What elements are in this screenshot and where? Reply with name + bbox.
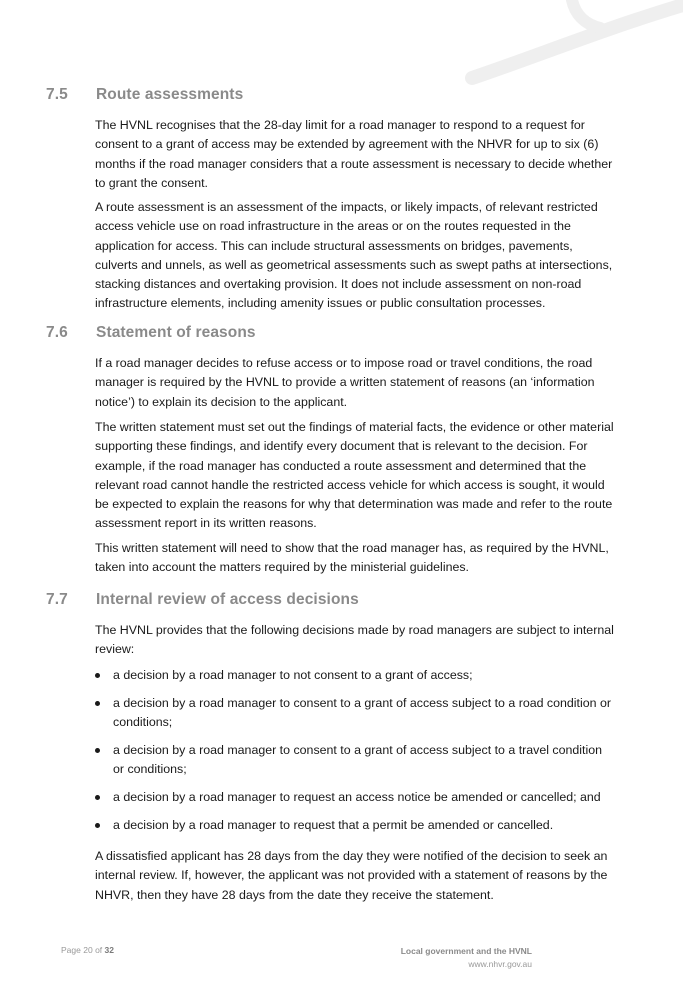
page-number-footer — [61, 945, 114, 955]
bullet-dot-icon — [95, 701, 100, 706]
section-number: 7.5 — [46, 86, 68, 103]
section-number: 7.6 — [46, 324, 68, 341]
paragraph: The written statement must set out the findings of material facts, the evidence or other material supporting these findings, and identify every document that is relevant to the decision. For example, if the road manager has conducted a route assessment and determined that the relevant road cannot handle the restricted access vehicle for which access is sought, it would be expected to explain the reasons for why that determination was made and refer to the route assessment report in its written reasons. — [95, 420, 614, 531]
section-heading — [46, 591, 646, 615]
section-title: Route assessments — [96, 86, 244, 103]
list-item-text: a decision by a road manager to request that a permit be amended or cancelled. — [113, 818, 554, 832]
page-prefix: Page — [61, 945, 81, 955]
page-number: 20 — [83, 945, 93, 955]
paragraph: A dissatisfied applicant has 28 days from the day they were notified of the decision to seek an internal review. If, however, the applicant was not provided with a statement of reasons by the NHVR, then they have 28 days from the date they receive the statement. — [95, 849, 608, 902]
section-heading — [46, 86, 646, 110]
list-item-text: a decision by a road manager to not consent to a grant of access; — [113, 668, 473, 682]
paragraph: The HVNL recognises that the 28-day limit for a road manager to respond to a request for consent to a grant of access may be extended by agreement with the NHVR for up to six (6) months if the road manager considers that a route assessment is necessary to decide whether to grant the consent. — [95, 118, 613, 190]
list-item-text: a decision by a road manager to request an access notice be amended or cancelled; and — [113, 790, 601, 804]
bullet-dot-icon — [95, 673, 100, 678]
list-item-text: a decision by a road manager to consent to a grant of access subject to a travel condition or conditions; — [113, 743, 603, 777]
paragraph: The HVNL provides that the following decisions made by road managers are subject to internal review: — [95, 623, 614, 657]
paragraph: A route assessment is an assessment of the impacts, or likely impacts, of relevant restricted access vehicle use on road infrastructure in the areas or on the routes requested in the application for access. This can include structural assessments on bridges, pavements, culverts and unnels, as well as geometrical assessments such as swept paths at intersections, stacking distances and overtaking provision. It does not include assessment on non-road infrastructure elements, including amenity issues or public consultation processes. — [95, 200, 613, 311]
website-link[interactable]: www.nhvr.gov.au — [468, 959, 532, 969]
bullet-dot-icon — [95, 823, 100, 828]
section-title: Internal review of access decisions — [96, 591, 359, 608]
page-total: 32 — [104, 945, 115, 955]
page-of: of — [95, 945, 103, 955]
bullet-dot-icon — [95, 795, 100, 800]
paragraph: This written statement will need to show that the road manager has, as required by the HVNL, taken into account the matters required by the ministerial guidelines. — [95, 541, 609, 575]
list-item-text: a decision by a road manager to consent to a grant of access subject to a road condition or conditions; — [113, 696, 611, 730]
section-title: Statement of reasons — [96, 324, 256, 341]
section-heading — [46, 324, 646, 348]
paragraph: If a road manager decides to refuse access or to impose road or travel conditions, the road manager is required by the HVNL to provide a written statement of reasons (an ‘information notice’) to explain its decision to the applicant. — [95, 356, 595, 409]
section-number: 7.7 — [46, 591, 68, 608]
document-title: Local government and the HVNL — [400, 946, 532, 956]
bullet-dot-icon — [95, 748, 100, 753]
document-footer — [401, 945, 532, 971]
